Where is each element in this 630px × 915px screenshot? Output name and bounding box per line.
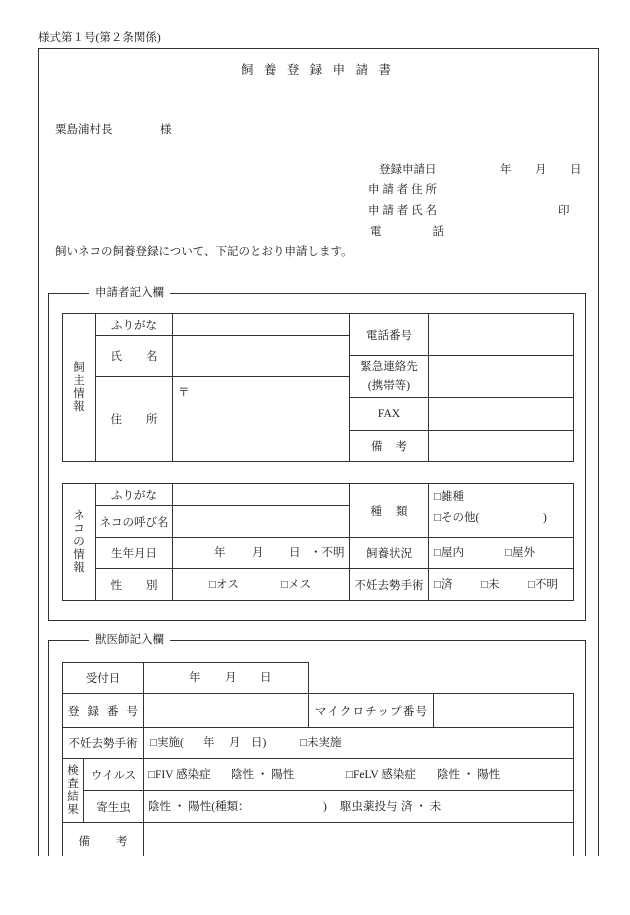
neuter-not-done-checkbox[interactable]: □未 bbox=[481, 578, 500, 591]
cat-nickname-label-cell bbox=[95, 505, 173, 538]
cat-info-group-label: ネコの情報 bbox=[73, 509, 85, 574]
housing-indoor-checkbox[interactable]: □屋内 bbox=[434, 547, 464, 559]
emergency-contact-field[interactable] bbox=[428, 355, 574, 398]
cat-sex-field bbox=[172, 568, 350, 601]
cat-housing-label: 飼養状況 bbox=[366, 548, 412, 560]
received-year: 年 bbox=[189, 672, 201, 684]
owner-info-group-label: 飼主情報 bbox=[73, 361, 85, 413]
cat-housing-field bbox=[428, 537, 574, 569]
owner-address-label-cell bbox=[95, 376, 173, 462]
cat-birth-day: 日 bbox=[289, 547, 301, 559]
cat-breed-label: 種 類 bbox=[370, 505, 408, 518]
applicant-section-legend: 申請者記入欄 bbox=[89, 286, 170, 300]
felv-checkbox[interactable]: □FeLV 感染症 bbox=[346, 768, 416, 781]
cat-birth-month: 月 bbox=[252, 547, 264, 559]
cat-neuter-label-cell bbox=[349, 568, 429, 601]
neuter-unknown-checkbox[interactable]: □不明 bbox=[528, 578, 558, 591]
received-day: 日 bbox=[260, 672, 272, 684]
vet-neuter-label-cell bbox=[62, 727, 144, 759]
cat-furigana-label-cell bbox=[95, 483, 173, 506]
cat-info-group bbox=[62, 483, 96, 601]
owner-furigana-field[interactable] bbox=[172, 313, 350, 336]
vet-neuter-year: 年 bbox=[203, 737, 215, 749]
cat-birthdate-label: 生年月日 bbox=[111, 548, 157, 560]
cat-sex-label-cell bbox=[95, 568, 173, 601]
vet-remarks-label-cell bbox=[62, 822, 144, 856]
applicant-phone-label: 電 話 bbox=[370, 226, 444, 238]
cat-neuter-field bbox=[428, 568, 574, 601]
parasite-close-paren: ) bbox=[323, 800, 327, 813]
owner-remarks-field[interactable] bbox=[428, 430, 574, 462]
breed-mixed-checkbox[interactable]: □雑種 bbox=[434, 491, 464, 503]
breed-other-checkbox[interactable]: □その他( bbox=[434, 512, 480, 524]
virus-field bbox=[143, 758, 574, 791]
seal-mark: 印 bbox=[558, 205, 570, 217]
vet-neuter-done-checkbox[interactable]: □実施( bbox=[150, 737, 184, 749]
cat-nickname-field[interactable] bbox=[172, 505, 350, 538]
cat-breed-label-cell bbox=[349, 483, 429, 538]
registration-number-field[interactable] bbox=[143, 693, 309, 728]
received-date-label-cell bbox=[62, 662, 144, 694]
application-date-year: 年 bbox=[500, 164, 512, 176]
form-number: 様式第１号(第２条関係) bbox=[38, 32, 161, 44]
applicant-address-label: 申請者住所 bbox=[368, 184, 437, 196]
cat-breed-field bbox=[428, 483, 574, 538]
virus-label-cell bbox=[83, 758, 144, 791]
microchip-field[interactable] bbox=[433, 693, 574, 728]
application-date-day: 日 bbox=[570, 164, 582, 176]
deworming-result[interactable]: 済 ・ 未 bbox=[401, 800, 442, 813]
vet-remarks-field[interactable] bbox=[143, 822, 574, 856]
owner-fax-label-cell bbox=[349, 397, 429, 431]
cat-furigana-field[interactable] bbox=[172, 483, 350, 506]
microchip-label-cell bbox=[308, 693, 434, 728]
applicant-name-label: 申請者氏名 bbox=[368, 205, 437, 217]
fiv-checkbox[interactable]: □FIV 感染症 bbox=[148, 768, 211, 781]
owner-address-label: 住 所 bbox=[110, 414, 158, 426]
emergency-contact-label-line1: 緊急連絡先 bbox=[360, 360, 418, 373]
parasite-label: 寄生虫 bbox=[96, 801, 131, 814]
received-date-label: 受付日 bbox=[85, 673, 121, 685]
registration-number-label: 登 録 番 号 bbox=[68, 705, 138, 718]
cat-birth-unknown-option[interactable]: ・不明 bbox=[310, 547, 345, 559]
postal-mark: 〒 bbox=[178, 387, 190, 399]
owner-furigana-label-cell bbox=[95, 313, 173, 336]
cat-birthdate-field[interactable] bbox=[172, 537, 350, 569]
cat-furigana-label: ふりがな bbox=[111, 489, 157, 502]
vet-section-legend: 獣医師記入欄 bbox=[89, 633, 170, 647]
deworming-label: 駆虫薬投与 bbox=[340, 800, 398, 813]
fiv-result[interactable]: 陰性 ・ 陽性 bbox=[231, 768, 295, 781]
test-results-group-label: 検査結果 bbox=[67, 764, 79, 816]
felv-result[interactable]: 陰性 ・ 陽性 bbox=[437, 768, 501, 781]
emergency-contact-label-cell bbox=[349, 355, 429, 398]
cat-nickname-label: ネコの呼び名 bbox=[99, 516, 169, 529]
owner-phone-label-cell bbox=[349, 313, 429, 356]
parasite-field bbox=[143, 790, 574, 823]
application-statement: 飼いネコの飼養登録について、下記のとおり申請します。 bbox=[55, 246, 353, 258]
received-month: 月 bbox=[225, 672, 237, 684]
vet-neuter-day: 日) bbox=[251, 737, 267, 749]
sex-male-checkbox[interactable]: □オス bbox=[209, 578, 239, 591]
registration-number-label-cell bbox=[62, 693, 144, 728]
vet-neuter-month: 月 bbox=[229, 737, 241, 749]
emergency-contact-label bbox=[360, 358, 418, 396]
owner-info-group bbox=[62, 313, 96, 462]
owner-fax-label: FAX bbox=[377, 408, 401, 420]
owner-remarks-label-cell bbox=[349, 430, 429, 462]
vet-neuter-label: 不妊去勢手術 bbox=[68, 738, 138, 750]
emergency-contact-label-line2: (携帯等) bbox=[367, 379, 411, 392]
owner-name-label-cell bbox=[95, 335, 173, 377]
parasite-label-cell bbox=[83, 790, 144, 823]
owner-fax-field[interactable] bbox=[428, 397, 574, 431]
addressee-honorific: 様 bbox=[160, 124, 172, 136]
virus-label: ウイルス bbox=[90, 769, 137, 782]
owner-address-field[interactable] bbox=[172, 376, 350, 462]
cat-birth-year: 年 bbox=[214, 547, 226, 559]
form-title: 飼 養 登 録 申 請 書 bbox=[241, 63, 391, 77]
received-date-field[interactable] bbox=[143, 662, 309, 694]
application-date-label: 登録申請日 bbox=[379, 164, 437, 176]
owner-phone-field[interactable] bbox=[428, 313, 574, 356]
owner-phone-label: 電話番号 bbox=[366, 329, 412, 342]
microchip-label: マイクロチップ番号 bbox=[315, 705, 427, 718]
breed-other-close-paren: ) bbox=[543, 512, 547, 524]
cat-housing-label-cell bbox=[349, 537, 429, 569]
parasite-result[interactable]: 陰性 ・ 陽性(種類： bbox=[148, 800, 250, 813]
application-date-month: 月 bbox=[535, 164, 547, 176]
owner-name-field[interactable] bbox=[172, 335, 350, 377]
cat-neuter-label: 不妊去勢手術 bbox=[354, 579, 424, 592]
sex-female-checkbox[interactable]: □メス bbox=[281, 578, 311, 591]
cat-sex-label: 性 別 bbox=[110, 579, 158, 592]
addressee-name: 粟島浦村長 bbox=[55, 124, 113, 136]
neuter-done-checkbox[interactable]: □済 bbox=[434, 578, 453, 591]
test-results-group bbox=[62, 758, 84, 823]
owner-name-label: 氏 名 bbox=[110, 351, 158, 363]
vet-neuter-field bbox=[143, 727, 574, 759]
housing-outdoor-checkbox[interactable]: □屋外 bbox=[505, 547, 535, 559]
owner-remarks-label: 備 考 bbox=[371, 441, 407, 453]
cat-birthdate-label-cell bbox=[95, 537, 173, 569]
vet-remarks-label: 備 考 bbox=[78, 836, 128, 848]
owner-furigana-label: ふりがな bbox=[111, 319, 157, 332]
vet-neuter-not-done-checkbox[interactable]: □未実施 bbox=[300, 737, 342, 749]
